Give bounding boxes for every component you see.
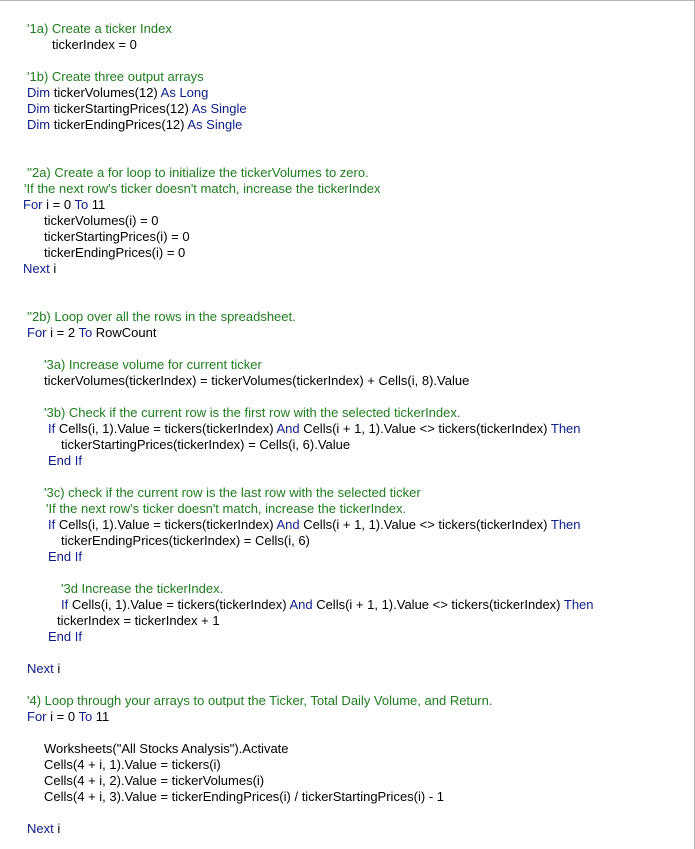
code-line[interactable]: [44, 789, 444, 805]
code-line[interactable]: [27, 821, 60, 837]
code-line[interactable]: [27, 709, 109, 725]
code-line[interactable]: [48, 517, 581, 533]
code-token: Cells(4 + i, 1).Value = tickers(i): [44, 757, 221, 772]
code-token: tickerEndingPrices(tickerIndex) = Cells(i, 6): [61, 533, 310, 548]
keyword-token: Dim: [27, 117, 54, 132]
code-token: tickerStartingPrices(tickerIndex) = Cells(i, 6).Value: [61, 437, 351, 452]
keyword-token: If: [48, 421, 59, 436]
code-token: i: [57, 821, 61, 836]
code-token: Cells(i, 1).Value = tickers(tickerIndex): [58, 517, 277, 532]
comment-token: 'If the next row's ticker doesn't match, increase the tickerIndex: [24, 181, 381, 196]
code-token: tickerVolumes(12): [53, 85, 161, 100]
code-line[interactable]: [27, 165, 369, 181]
code-line[interactable]: [44, 405, 460, 421]
code-line[interactable]: [27, 85, 208, 101]
comment-token: ''2a) Create a for loop to initialize the tickerVolumes to zero.: [27, 165, 369, 180]
code-token: i = 2: [50, 325, 79, 340]
code-line[interactable]: [44, 485, 421, 501]
code-token: Worksheets("All Stocks Analysis").Activate: [44, 741, 289, 756]
comment-token: 'If the next row's ticker doesn't match, increase the tickerIndex.: [46, 501, 407, 516]
code-line[interactable]: [27, 101, 247, 117]
code-line[interactable]: [27, 117, 242, 133]
comment-token: '4) Loop through your arrays to output the Ticker, Total Daily Volume, and Return.: [27, 693, 493, 708]
keyword-token: Next: [27, 821, 58, 836]
code-line[interactable]: [27, 69, 204, 85]
code-token: Cells(4 + i, 2).Value = tickerVolumes(i): [44, 773, 265, 788]
code-line[interactable]: [44, 245, 185, 261]
keyword-token: Next: [27, 661, 58, 676]
keyword-token: Then: [550, 421, 581, 436]
comment-token: ''2b) Loop over all the rows in the spreadsheet.: [27, 309, 296, 324]
keyword-token: Then: [550, 517, 581, 532]
code-token: i: [53, 261, 57, 276]
code-token: 11: [95, 709, 110, 724]
code-token: Cells(4 + i, 3).Value = tickerEndingPrices(i) / tickerStartingPrices(i) - 1: [44, 789, 444, 804]
code-token: i = 0: [46, 197, 75, 212]
code-line[interactable]: [44, 757, 221, 773]
code-token: Cells(i + 1, 1).Value <> tickers(tickerIndex): [303, 421, 551, 436]
code-token: tickerIndex = tickerIndex + 1: [57, 613, 220, 628]
code-line[interactable]: [61, 581, 223, 597]
code-token: tickerStartingPrices(12): [53, 101, 192, 116]
comment-token: '3a) Increase volume for current ticker: [44, 357, 262, 372]
code-line[interactable]: [44, 741, 289, 757]
code-line[interactable]: [48, 549, 82, 565]
keyword-token: End If: [48, 549, 82, 564]
code-token: Cells(i + 1, 1).Value <> tickers(tickerIndex): [303, 517, 551, 532]
code-token: i = 0: [50, 709, 79, 724]
code-line[interactable]: [44, 357, 262, 373]
keyword-token: As Single: [187, 117, 243, 132]
code-line[interactable]: [57, 613, 220, 629]
code-line[interactable]: [44, 229, 190, 245]
keyword-token: For: [23, 197, 47, 212]
code-token: Cells(i + 1, 1).Value <> tickers(tickerIndex): [316, 597, 564, 612]
code-token: tickerEndingPrices(12): [53, 117, 188, 132]
code-token: 11: [91, 197, 106, 212]
keyword-token: For: [27, 325, 51, 340]
code-line[interactable]: [23, 197, 105, 213]
code-line[interactable]: [52, 37, 137, 53]
keyword-token: Dim: [27, 101, 54, 116]
keyword-token: To: [78, 709, 96, 724]
comment-token: '3c) check if the current row is the last row with the selected ticker: [44, 485, 421, 500]
keyword-token: If: [48, 517, 59, 532]
code-line[interactable]: [27, 325, 156, 341]
code-line[interactable]: [44, 373, 469, 389]
code-token: Cells(i, 1).Value = tickers(tickerIndex): [58, 421, 277, 436]
keyword-token: And: [289, 597, 317, 612]
keyword-token: To: [74, 197, 92, 212]
keyword-token: End If: [48, 453, 82, 468]
code-line[interactable]: [27, 661, 60, 677]
comment-token: '3b) Check if the current row is the first row with the selected tickerIndex.: [44, 405, 461, 420]
code-line[interactable]: [23, 261, 56, 277]
code-line[interactable]: [27, 309, 296, 325]
code-line[interactable]: [46, 501, 406, 517]
keyword-token: Dim: [27, 85, 54, 100]
code-token: Cells(i, 1).Value = tickers(tickerIndex): [71, 597, 290, 612]
keyword-token: Next: [23, 261, 54, 276]
code-line[interactable]: [48, 629, 82, 645]
code-line[interactable]: [61, 597, 594, 613]
keyword-token: If: [61, 597, 72, 612]
keyword-token: As Single: [191, 101, 247, 116]
keyword-token: Then: [563, 597, 594, 612]
comment-token: '3d Increase the tickerIndex.: [61, 581, 224, 596]
keyword-token: As Long: [160, 85, 209, 100]
code-line[interactable]: [61, 533, 310, 549]
comment-token: '1b) Create three output arrays: [27, 69, 204, 84]
keyword-token: End If: [48, 629, 82, 644]
code-token: RowCount: [95, 325, 157, 340]
keyword-token: And: [276, 517, 304, 532]
code-line[interactable]: [44, 773, 264, 789]
code-line[interactable]: [48, 453, 82, 469]
code-token: i: [57, 661, 61, 676]
code-line[interactable]: [24, 181, 380, 197]
code-line[interactable]: [27, 21, 172, 37]
code-token: tickerStartingPrices(i) = 0: [44, 229, 190, 244]
code-line[interactable]: [44, 213, 159, 229]
code-token: tickerIndex = 0: [52, 37, 137, 52]
comment-token: '1a) Create a ticker Index: [27, 21, 172, 36]
code-line[interactable]: [27, 693, 492, 709]
code-line[interactable]: [48, 421, 581, 437]
code-token: tickerVolumes(i) = 0: [44, 213, 159, 228]
code-token: tickerEndingPrices(i) = 0: [44, 245, 186, 260]
keyword-token: To: [78, 325, 96, 340]
code-token: tickerVolumes(tickerIndex) = tickerVolumes(tickerIndex) + Cells(i, 8).Value: [44, 373, 470, 388]
code-line[interactable]: [61, 437, 350, 453]
keyword-token: For: [27, 709, 51, 724]
keyword-token: And: [276, 421, 304, 436]
